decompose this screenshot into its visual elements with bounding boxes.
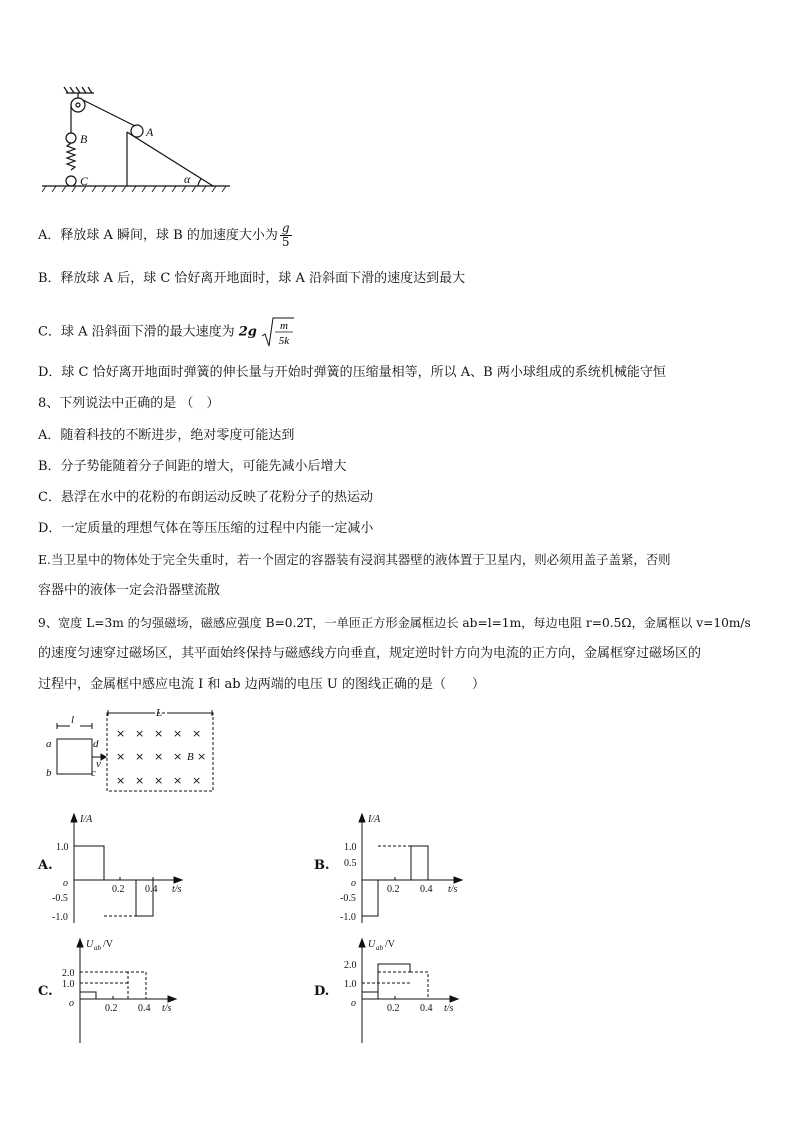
- svg-text:×: ×: [173, 750, 183, 763]
- svg-text:0.5: 0.5: [344, 858, 357, 869]
- q7-option-a[interactable]: A．释放球 A 瞬间，球 B 的加速度大小为 $\frac{g}{5}$: [38, 221, 290, 249]
- label-l: l: [71, 714, 75, 726]
- label-B: B: [80, 132, 88, 146]
- q9-stem-line1: 9、宽度 L=3m 的匀强磁场，磁感应强度 B=0.2T，一单匝正方形金属框边长 ab=l=1m，每边电阻 r=0.5Ω，金属框以 v=10m/s: [38, 616, 751, 630]
- graph-b-label[interactable]: B.: [314, 858, 330, 873]
- svg-text:×: ×: [173, 727, 183, 740]
- svg-text:t/s: t/s: [448, 884, 458, 895]
- svg-text:-0.5: -0.5: [52, 893, 68, 904]
- svg-text:×: ×: [154, 774, 164, 787]
- svg-text:2.0: 2.0: [62, 968, 75, 979]
- q9-field-figure: [40, 705, 220, 795]
- svg-text:×: ×: [116, 727, 126, 740]
- q8-option-b[interactable]: B．分子势能随着分子间距的增大，可能先减小后增大: [38, 459, 347, 474]
- svg-text:×: ×: [192, 727, 202, 740]
- svg-text:-1.0: -1.0: [340, 912, 356, 923]
- label-C: C: [80, 174, 89, 188]
- label-c: c: [91, 767, 96, 779]
- q8-option-a[interactable]: A．随着科技的不断进步，绝对零度可能达到: [38, 428, 295, 443]
- graph-a: [52, 808, 208, 928]
- label-b: b: [46, 767, 52, 779]
- q8-option-e-line2: 容器中的液体一定会沿器壁流散: [38, 583, 221, 598]
- svg-text:×: ×: [154, 727, 164, 740]
- svg-text:1.0: 1.0: [344, 842, 357, 853]
- svg-text:o: o: [69, 998, 74, 1009]
- label-d: d: [93, 738, 99, 750]
- graph-d: [340, 935, 490, 1047]
- svg-text:/V: /V: [103, 939, 113, 950]
- svg-text:×: ×: [197, 750, 207, 763]
- svg-text:×: ×: [192, 774, 202, 787]
- svg-text:×: ×: [135, 727, 145, 740]
- label-L: L: [156, 707, 163, 719]
- q8-option-c[interactable]: C．悬浮在水中的花粉的布朗运动反映了花粉分子的热运动: [38, 490, 373, 505]
- label-v: v: [96, 758, 101, 770]
- svg-text:×: ×: [154, 750, 164, 763]
- svg-text:0.2: 0.2: [105, 1003, 118, 1014]
- graph-a-label[interactable]: A.: [38, 858, 53, 873]
- graph-b: [340, 808, 490, 928]
- svg-text:×: ×: [116, 774, 126, 787]
- svg-text:×: ×: [173, 774, 183, 787]
- svg-text:ab: ab: [376, 944, 383, 952]
- label-A: A: [146, 125, 154, 139]
- q8-stem: 8、下列说法中正确的是 （ ）: [38, 396, 220, 411]
- svg-text:o: o: [351, 878, 356, 889]
- graph-d-ylabel: U: [368, 939, 376, 950]
- svg-text:t/s: t/s: [172, 884, 182, 895]
- svg-text:0.2: 0.2: [387, 1003, 400, 1014]
- label-a: a: [46, 738, 52, 750]
- svg-text:-1.0: -1.0: [52, 912, 68, 923]
- svg-text:0.4: 0.4: [420, 884, 433, 895]
- graph-b-ylabel: I/A: [368, 814, 381, 825]
- graph-d-label[interactable]: D.: [314, 984, 330, 999]
- svg-text:o: o: [351, 998, 356, 1009]
- graph-c-ylabel: U: [86, 939, 94, 950]
- q7-figure: [38, 85, 238, 195]
- svg-text:×: ×: [116, 750, 126, 763]
- svg-text:1.0: 1.0: [56, 842, 69, 853]
- svg-text:t/s: t/s: [444, 1003, 454, 1014]
- fraction: $\frac{g}{5}$: [281, 221, 290, 249]
- svg-text:0.2: 0.2: [112, 884, 125, 895]
- svg-text:×: ×: [135, 750, 145, 763]
- svg-text:1.0: 1.0: [62, 979, 75, 990]
- svg-text:2.0: 2.0: [344, 960, 357, 971]
- svg-text:0.4: 0.4: [145, 884, 158, 895]
- graph-a-ylabel: I/A: [80, 814, 93, 825]
- svg-text:×: ×: [135, 774, 145, 787]
- svg-text:ab: ab: [94, 944, 101, 952]
- q7-option-d[interactable]: D．球 C 恰好离开地面时弹簧的伸长量与开始时弹簧的压缩量相等，所以 A、B 两小球组成的系统机械能守恒: [38, 365, 666, 380]
- q7-option-b[interactable]: B．释放球 A 后，球 C 恰好离开地面时，球 A 沿斜面下滑的速度达到最大: [38, 271, 466, 286]
- svg-text:1.0: 1.0: [344, 979, 357, 990]
- label-alpha: α: [184, 172, 191, 186]
- svg-text:/V: /V: [385, 939, 395, 950]
- svg-text:o: o: [63, 878, 68, 889]
- sqrt-den: 5k: [278, 335, 290, 347]
- svg-text:-0.5: -0.5: [340, 893, 356, 904]
- sqrt-num: m: [280, 320, 289, 332]
- svg-text:0.2: 0.2: [387, 884, 400, 895]
- q7-option-c[interactable]: C．球 A 沿斜面下滑的最大速度为 2g m 5k: [38, 316, 295, 348]
- graph-c: [58, 935, 208, 1047]
- svg-text:0.4: 0.4: [420, 1003, 433, 1014]
- q9-stem-line2: 的速度匀速穿过磁场区，其平面始终保持与磁感线方向垂直，规定逆时针方向为电流的正方向，金属框穿过磁场区的: [38, 646, 702, 661]
- q8-option-e-line1[interactable]: E.当卫星中的物体处于完全失重时，若一个固定的容器装有浸润其器壁的液体置于卫星内，则必须用盖子盖紧，否则: [38, 552, 671, 567]
- label-B-field: B: [187, 751, 194, 763]
- svg-text:t/s: t/s: [162, 1003, 172, 1014]
- svg-text:0.4: 0.4: [138, 1003, 151, 1014]
- q9-stem-line3: 过程中，金属框中感应电流 I 和 ab 边两端的电压 U 的图线正确的是（ ）: [38, 677, 485, 692]
- sqrt-expression: [261, 316, 295, 348]
- graph-c-label[interactable]: C.: [38, 984, 53, 999]
- q8-option-d[interactable]: D．一定质量的理想气体在等压压缩的过程中内能一定减小: [38, 521, 374, 536]
